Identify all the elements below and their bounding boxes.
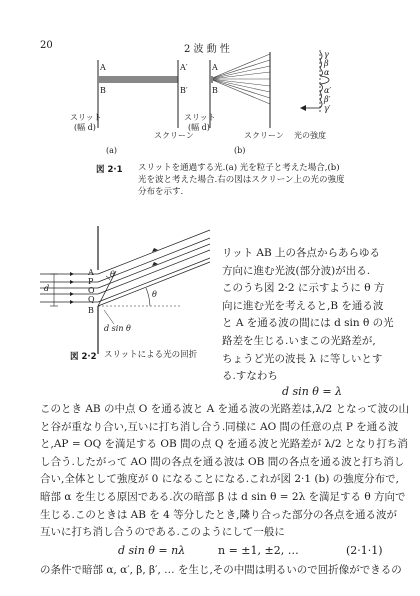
body-text-line: 互いに打ち消し合うのである.このようにして一般に bbox=[40, 526, 285, 539]
fig2-label-P: P bbox=[88, 277, 94, 286]
fig2-label-theta-small: θ bbox=[110, 270, 115, 279]
fig2-label-theta: θ bbox=[152, 290, 157, 299]
figure-2-1 bbox=[70, 50, 370, 160]
chapter-title: 2 波 動 性 bbox=[184, 44, 230, 55]
fig1-slit-a-width: (幅 d) bbox=[74, 123, 96, 132]
fig1-gamma: γ bbox=[324, 50, 329, 59]
theta-arc bbox=[146, 288, 150, 306]
fig1-caption-line: スリットを通過する光.(a) 光を粒子と考えた場合,(b) bbox=[138, 163, 340, 173]
right-text-line: と A を通る波の間には d sin θ の光 bbox=[222, 317, 394, 330]
fig1-caption bbox=[138, 162, 345, 198]
body-text-line: と,AP = OQ を満足する OB 間の点 Q を通る波と光路差が λ/2 となり打ち消 bbox=[40, 438, 408, 451]
fig1-caption-line: 分布を示す. bbox=[138, 187, 184, 197]
fig1-beta: β bbox=[324, 59, 329, 68]
fig1-label-A: A bbox=[100, 63, 106, 72]
fig2-label-dsin: d sin θ bbox=[104, 324, 131, 333]
fig1-slit-a: スリット bbox=[70, 113, 102, 122]
fig2-label-Q: Q bbox=[88, 295, 95, 304]
fig2-label-A: A bbox=[88, 268, 94, 277]
fig2-label-d: d bbox=[44, 284, 50, 293]
fig1-alpha: α bbox=[324, 68, 330, 77]
equation-number: (2·1·1) bbox=[346, 544, 383, 557]
body-text-line: 暗部 α を生じる原因である.次の暗部 β は d sin θ = 2λ を満足する θ 方向で bbox=[40, 491, 406, 503]
page-number: 20 bbox=[40, 40, 53, 51]
fig1-screen-a: スクリーン bbox=[154, 131, 194, 140]
fig1-label-B: B bbox=[100, 86, 106, 95]
equation-general-left: d sin θ = nλ bbox=[118, 544, 186, 557]
fig1-caption-line: 光を波と考えた場合.右の図はスクリーン上の光の強度 bbox=[138, 175, 345, 185]
fig1-screen-b: スクリーン bbox=[244, 131, 284, 140]
fig1-label-B-prime: B′ bbox=[180, 86, 188, 95]
fig1-sub-b: (b) bbox=[234, 146, 246, 155]
body-text-line: し合う.したがって AO 間の各点を通る波は OB 間の各点を通る波と打ち消し bbox=[40, 455, 405, 468]
body-text-line: と谷が重なり合い,互いに打ち消し合う.同様に AO 間の任意の点 P を通る波 bbox=[40, 420, 399, 433]
fig2-caption-number: 図 2·2 bbox=[70, 352, 97, 362]
fig1-slit-b: スリット bbox=[184, 113, 216, 122]
equation-dsin-lambda: d sin θ = λ bbox=[282, 385, 343, 398]
fig2-caption-text: スリットによる光の回折 bbox=[104, 350, 198, 360]
body-text-last-line: の条件で暗部 α, α′, β, β′, … を生じ,その中間は明るいので回折像ができるの bbox=[40, 564, 402, 576]
fig1-intensity: 光の強度 bbox=[294, 131, 326, 140]
particle-beam bbox=[98, 76, 178, 83]
fig1-sub-a: (a) bbox=[106, 146, 118, 155]
body-text-line: 生じる.このときは AB を 4 等分したとき,隣り合った部分の各点を通る波が bbox=[40, 508, 398, 521]
fig1-gamma-prime: γ′ bbox=[324, 104, 331, 113]
fig1-alpha-prime: α′ bbox=[324, 86, 332, 95]
right-text-line: 路差を生じる.いまこの光路差が, bbox=[222, 335, 376, 347]
fig1-label-A-b: A bbox=[212, 63, 218, 72]
fig1-slit-b-width: (幅 d) bbox=[188, 123, 210, 132]
right-text-line: このうち図 2·2 に示すように θ 方 bbox=[222, 282, 385, 295]
fig1-label-B-b: B bbox=[212, 86, 218, 95]
fig1-caption-number: 図 2·1 bbox=[96, 165, 123, 175]
fig1-beta-prime: β′ bbox=[324, 95, 331, 104]
diffraction-fan bbox=[210, 54, 270, 104]
dsin-leader bbox=[104, 310, 114, 324]
intensity-arrow bbox=[300, 105, 306, 111]
fig2-label-O: O bbox=[88, 286, 95, 295]
right-text-line: 方向に進む光波(部分波)が出る. bbox=[222, 264, 371, 277]
right-text-line: 向に進む光を考えると,B を通る波 bbox=[222, 299, 384, 312]
figure-2-2 bbox=[40, 226, 212, 356]
right-text-line: る.すなわち bbox=[222, 370, 278, 383]
equation-general-right: n = ±1, ±2, … bbox=[218, 544, 299, 557]
figure-2-2-drawing bbox=[40, 226, 212, 356]
fig1-label-A-prime: A′ bbox=[180, 63, 188, 72]
body-text-line: このとき AB の中点 O を通る波と A を通る波の光路差は,λ/2 となって波の山 bbox=[40, 403, 410, 415]
body-text-line: 合い,全体として強度が 0 になることになる.これが図 2·1 (b) の強度分布で, bbox=[40, 473, 399, 486]
right-text-line: リット AB 上の各点からあらゆる bbox=[222, 247, 381, 259]
right-text-line: ちょうど光の波長 λ に等しいとす bbox=[222, 352, 383, 365]
fig2-label-B: B bbox=[88, 306, 94, 315]
